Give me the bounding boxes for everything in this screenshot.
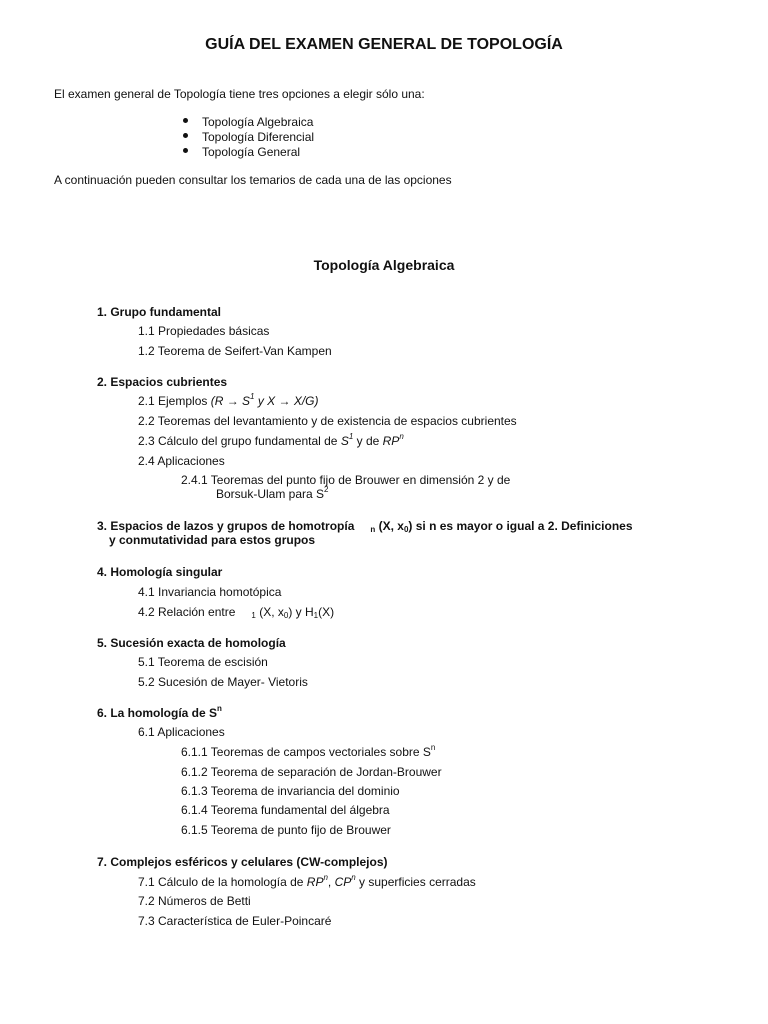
subtopic-text: y superficies cerradas [355,875,476,889]
subtopic [138,875,476,889]
subsubtopic: 6.1.4 Teorema fundamental del álgebra [181,803,390,817]
bullet-icon [183,118,188,123]
subscript: 0 [283,611,289,620]
subtopic: 2.2 Teoremas del levantamiento y de existencia de espacios cubrientes [138,414,517,428]
option-item: Topología Algebraica [202,115,314,129]
subtopic-text: ) y H [288,605,314,619]
superscript: n [430,743,436,752]
subtopic: 7.2 Números de Betti [138,894,251,908]
heading-text: 6. La homología de S [97,706,218,720]
subtopic: 1.1 Propiedades básicas [138,324,270,338]
subtopic-math: RP [382,434,400,448]
superscript: n [399,432,404,441]
intro-paragraph: El examen general de Topología tiene tres opciones a elegir sólo una: [54,87,425,101]
subtopic: 1.2 Teorema de Seifert-Van Kampen [138,344,332,358]
subtopic-text: , [327,875,335,889]
subtopic-text: 2.3 Cálculo del grupo fundamental de [138,434,341,448]
topic-heading: 5. Sucesión exacta de homología [97,636,286,650]
superscript: 1 [348,432,354,441]
subscript: n [370,525,376,534]
superscript: 1 [250,392,255,401]
subsubtopic: 6.1.3 Teorema de invariancia del dominio [181,784,400,798]
superscript: 2 [324,485,329,494]
option-item: Topología Diferencial [202,130,315,144]
subsubtopic [181,745,435,759]
page-title: GUÍA DEL EXAMEN GENERAL DE TOPOLOGÍA [205,36,563,53]
subtopic: 5.2 Sucesión de Mayer- Vietoris [138,675,308,689]
subtopic-math: y X → X/G) [254,394,319,408]
superscript: n [217,704,222,713]
superscript: n [323,873,328,882]
subtopic-math: CP [334,875,352,889]
topic-heading-continuation: y conmutatividad para estos grupos [109,533,316,547]
subtopic: 2.4 Aplicaciones [138,454,225,468]
subtopic: 5.1 Teorema de escisión [138,655,268,669]
heading-text: ) si n es mayor o igual a 2. Definiciones [408,519,633,533]
subtopic-text: Borsuk-Ulam para S [216,487,325,501]
subscript: 0 [403,525,409,534]
subtopic-text: (X) [318,605,335,619]
subscript: 1 [313,611,319,620]
option-item: Topología General [202,145,301,159]
subtopic-text: 2.1 Ejemplos [138,394,211,408]
topic-heading: 4. Homología singular [97,565,223,579]
subtopic [138,605,334,619]
subtopic-text: 7.1 Cálculo de la homología de [138,875,307,889]
section-title: Topología Algebraica [313,257,455,273]
subtopic-math: RP [306,875,324,889]
heading-text: (X, x [375,519,404,533]
subtopic-math: S [340,434,349,448]
subtopic: 7.3 Característica de Euler-Poincaré [138,914,332,928]
subtopic: 4.1 Invariancia homotópica [138,585,282,599]
topic-heading: 2. Espacios cubrientes [97,375,228,389]
topic-heading [97,519,633,533]
topic-heading [97,706,222,720]
superscript: n [351,873,356,882]
subsubtopic: 6.1.5 Teorema de punto fijo de Brouwer [181,823,391,837]
subtopic-math: (R → S [210,394,251,408]
outro-paragraph: A continuación pueden consultar los temarios de cada una de las opciones [54,173,452,187]
subtopic [138,434,404,448]
subtopic-text: 4.2 Relación entre [138,605,236,619]
subsubtopic: 2.4.1 Teoremas del punto fijo de Brouwer en dimensión 2 y de [181,473,511,487]
subtopic-text: 6.1.1 Teoremas de campos vectoriales sobre S [181,745,431,759]
subsubtopic-continuation [216,487,329,501]
subtopic-text: y de [353,434,383,448]
subsubtopic: 6.1.2 Teorema de separación de Jordan-Brouwer [181,765,442,779]
heading-text: 3. Espacios de lazos y grupos de homotropía [97,519,355,533]
topic-heading: 7. Complejos esféricos y celulares (CW-complejos) [97,855,388,869]
subtopic: 6.1 Aplicaciones [138,725,225,739]
bullet-icon [183,148,188,153]
bullet-icon [183,133,188,138]
subtopic-text: (X, x [255,605,284,619]
topic-heading: 1. Grupo fundamental [97,305,222,319]
subscript: 1 [251,611,256,620]
subtopic [138,394,319,408]
